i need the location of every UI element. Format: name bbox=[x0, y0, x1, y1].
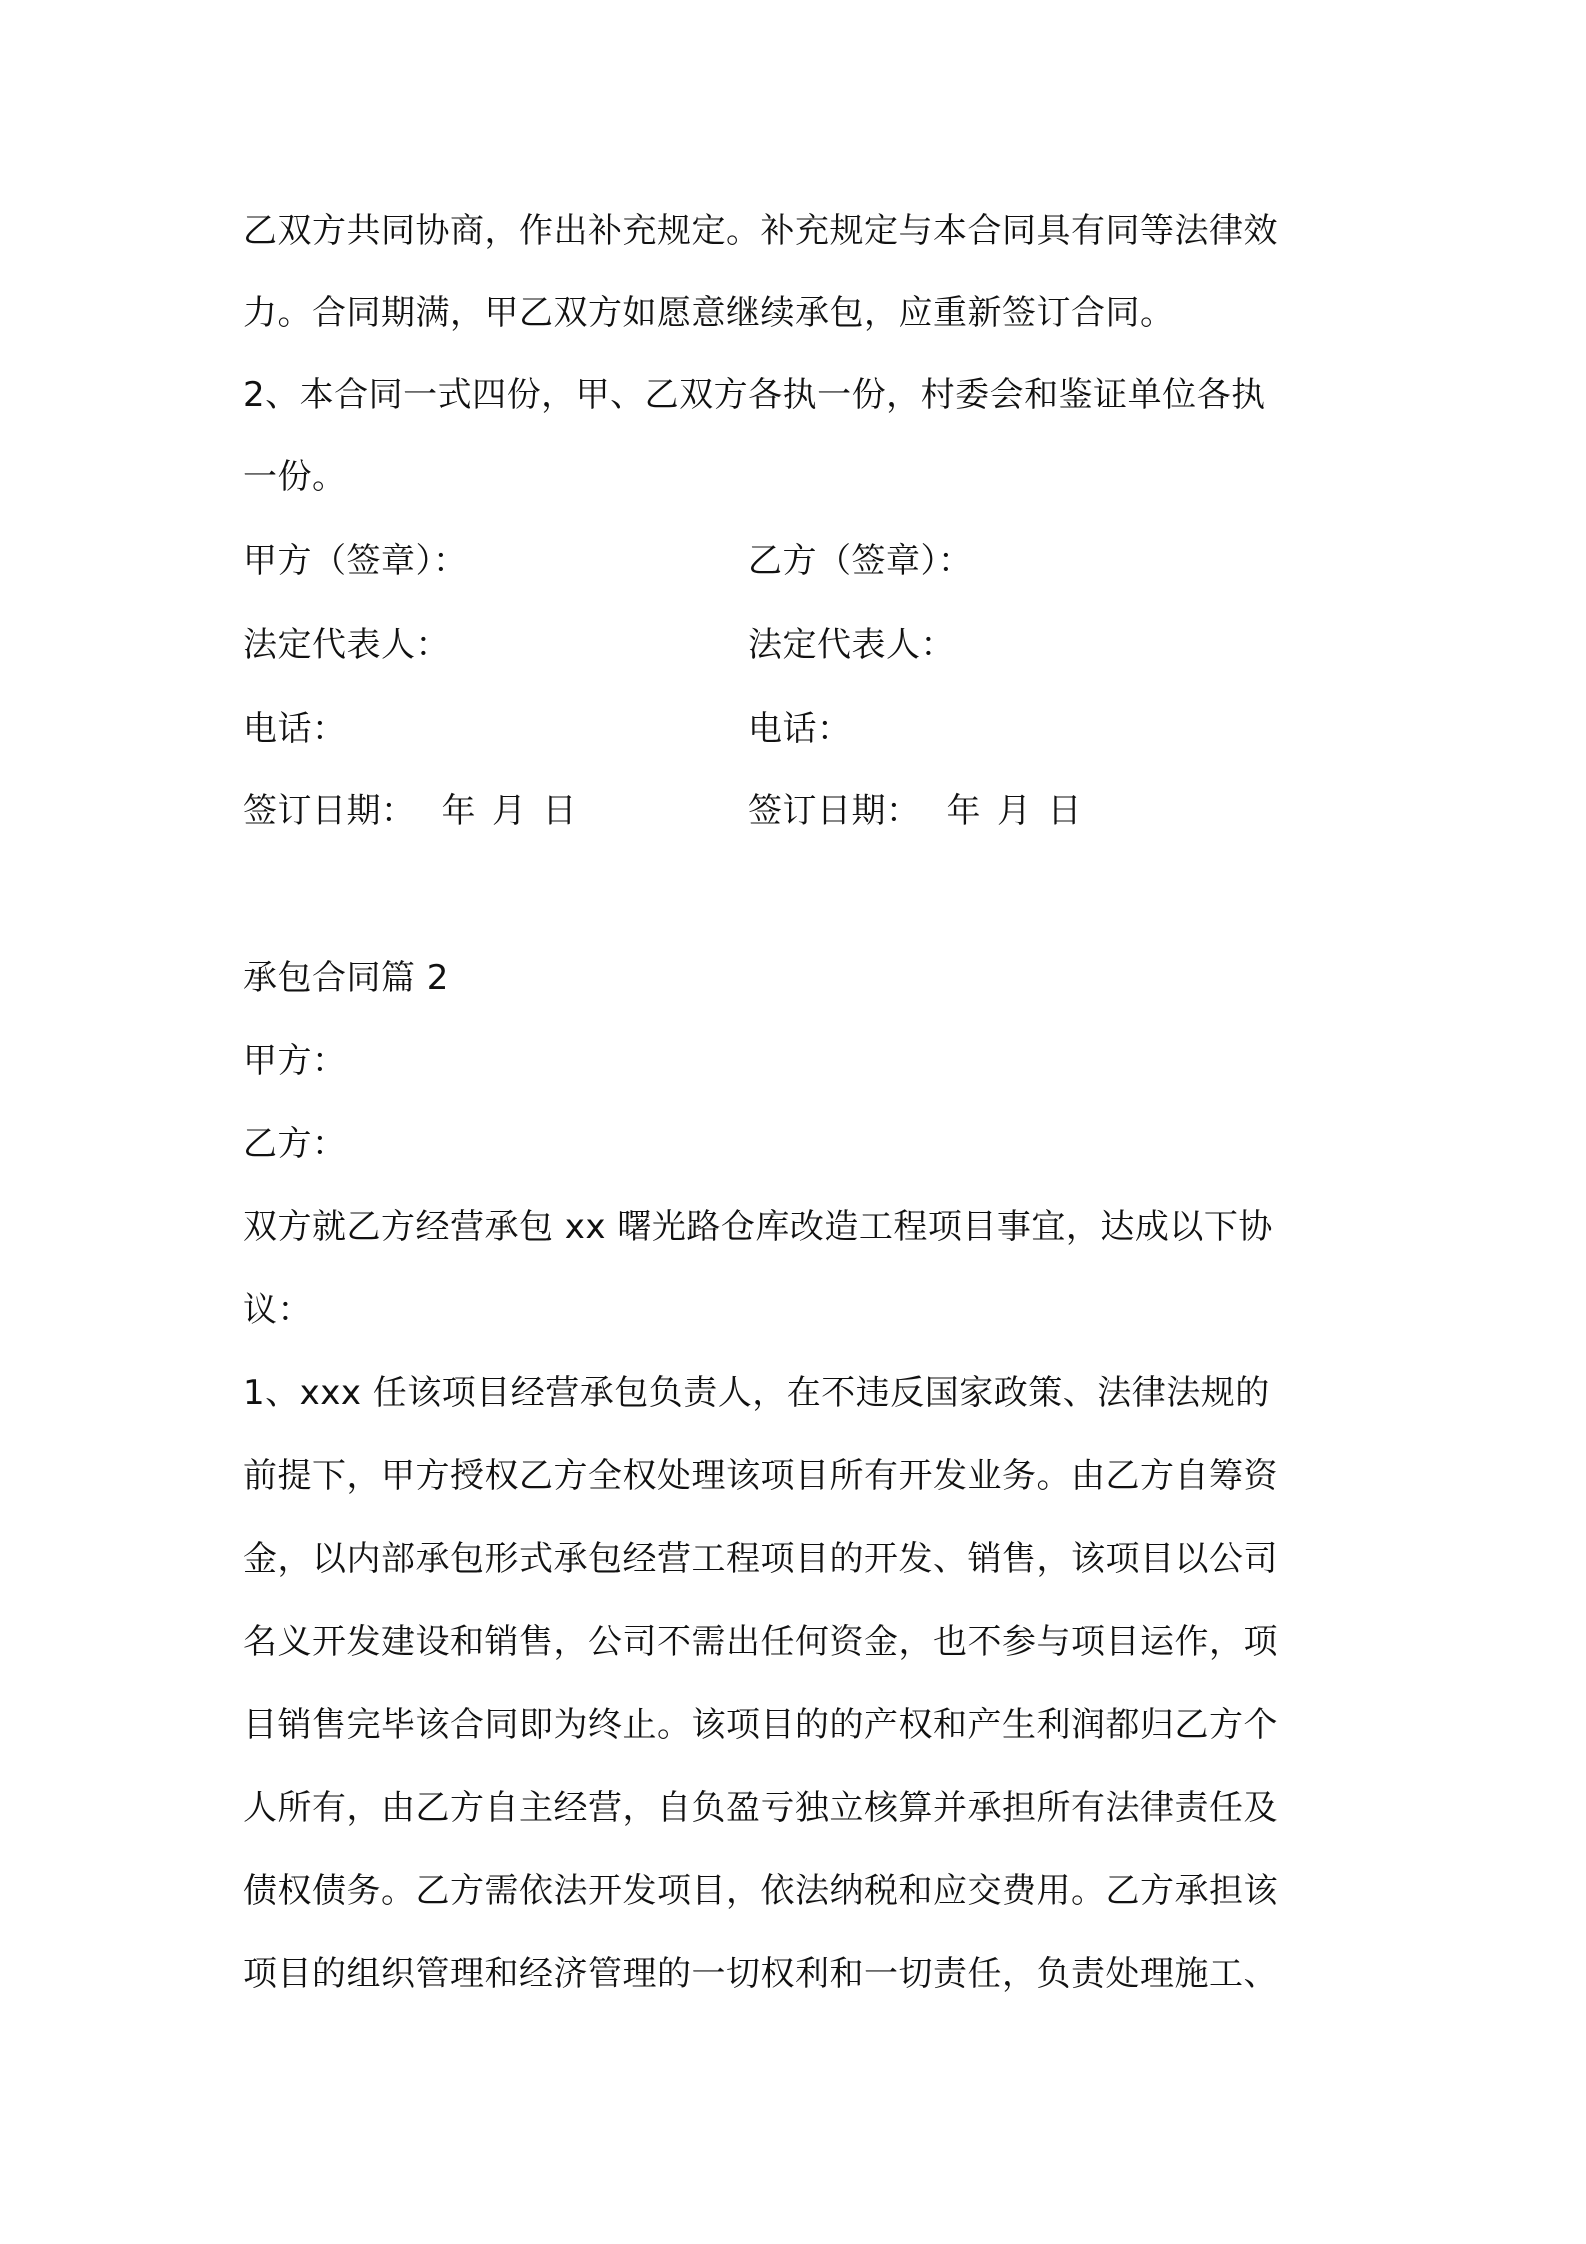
signature-phone-a: 电话： bbox=[243, 709, 347, 749]
section-title: 承包合同篇 2 bbox=[243, 958, 449, 998]
signature-date-b bbox=[748, 791, 1082, 831]
paragraph-line: 乙双方共同协商，作出补充规定。补充规定与本合同具有同等法律效 bbox=[243, 211, 1278, 251]
clause-line: 债权债务。乙方需依法开发项目，依法纳税和应交费用。乙方承担该 bbox=[243, 1871, 1278, 1911]
date-day: 日 bbox=[1047, 791, 1082, 831]
clause-line: 1、xxx 任该项目经营承包负责人，在不违反国家政策、法律法规的 bbox=[243, 1373, 1270, 1413]
signature-party-a: 甲方（签章）： bbox=[243, 541, 468, 581]
signature-rep-a: 法定代表人： bbox=[243, 625, 450, 665]
paragraph-line: 2、本合同一式四份，甲、乙双方各执一份，村委会和鉴证单位各执 bbox=[243, 375, 1266, 415]
section-party-b: 乙方： bbox=[243, 1124, 347, 1164]
clause-line: 项目的组织管理和经济管理的一切权利和一切责任，负责处理施工、 bbox=[243, 1954, 1278, 1994]
clause-line: 人所有，由乙方自主经营，自负盈亏独立核算并承担所有法律责任及 bbox=[243, 1788, 1278, 1828]
date-year: 年 bbox=[946, 791, 981, 831]
date-day: 日 bbox=[542, 791, 577, 831]
paragraph-line: 力。合同期满，甲乙双方如愿意继续承包，应重新签订合同。 bbox=[243, 293, 1175, 333]
clause-line: 名义开发建设和销售，公司不需出任何资金，也不参与项目运作，项 bbox=[243, 1622, 1278, 1662]
section-party-a: 甲方： bbox=[243, 1041, 347, 1081]
intro-line: 议： bbox=[243, 1290, 312, 1330]
clause-line: 目销售完毕该合同即为终止。该项目的的产权和产生利润都归乙方个 bbox=[243, 1705, 1278, 1745]
date-label: 签订日期： bbox=[243, 791, 416, 831]
clause-line: 金，以内部承包形式承包经营工程项目的开发、销售，该项目以公司 bbox=[243, 1539, 1278, 1579]
date-year: 年 bbox=[441, 791, 476, 831]
date-month: 月 bbox=[997, 791, 1032, 831]
date-label: 签订日期： bbox=[748, 791, 921, 831]
intro-line: 双方就乙方经营承包 xx 曙光路仓库改造工程项目事宜，达成以下协 bbox=[243, 1207, 1273, 1247]
signature-party-b: 乙方（签章）： bbox=[748, 541, 973, 581]
clause-line: 前提下，甲方授权乙方全权处理该项目所有开发业务。由乙方自筹资 bbox=[243, 1456, 1278, 1496]
signature-date-a bbox=[243, 791, 577, 831]
signature-phone-b: 电话： bbox=[748, 709, 852, 749]
signature-rep-b: 法定代表人： bbox=[748, 625, 955, 665]
paragraph-line: 一份。 bbox=[243, 457, 347, 497]
date-month: 月 bbox=[492, 791, 527, 831]
